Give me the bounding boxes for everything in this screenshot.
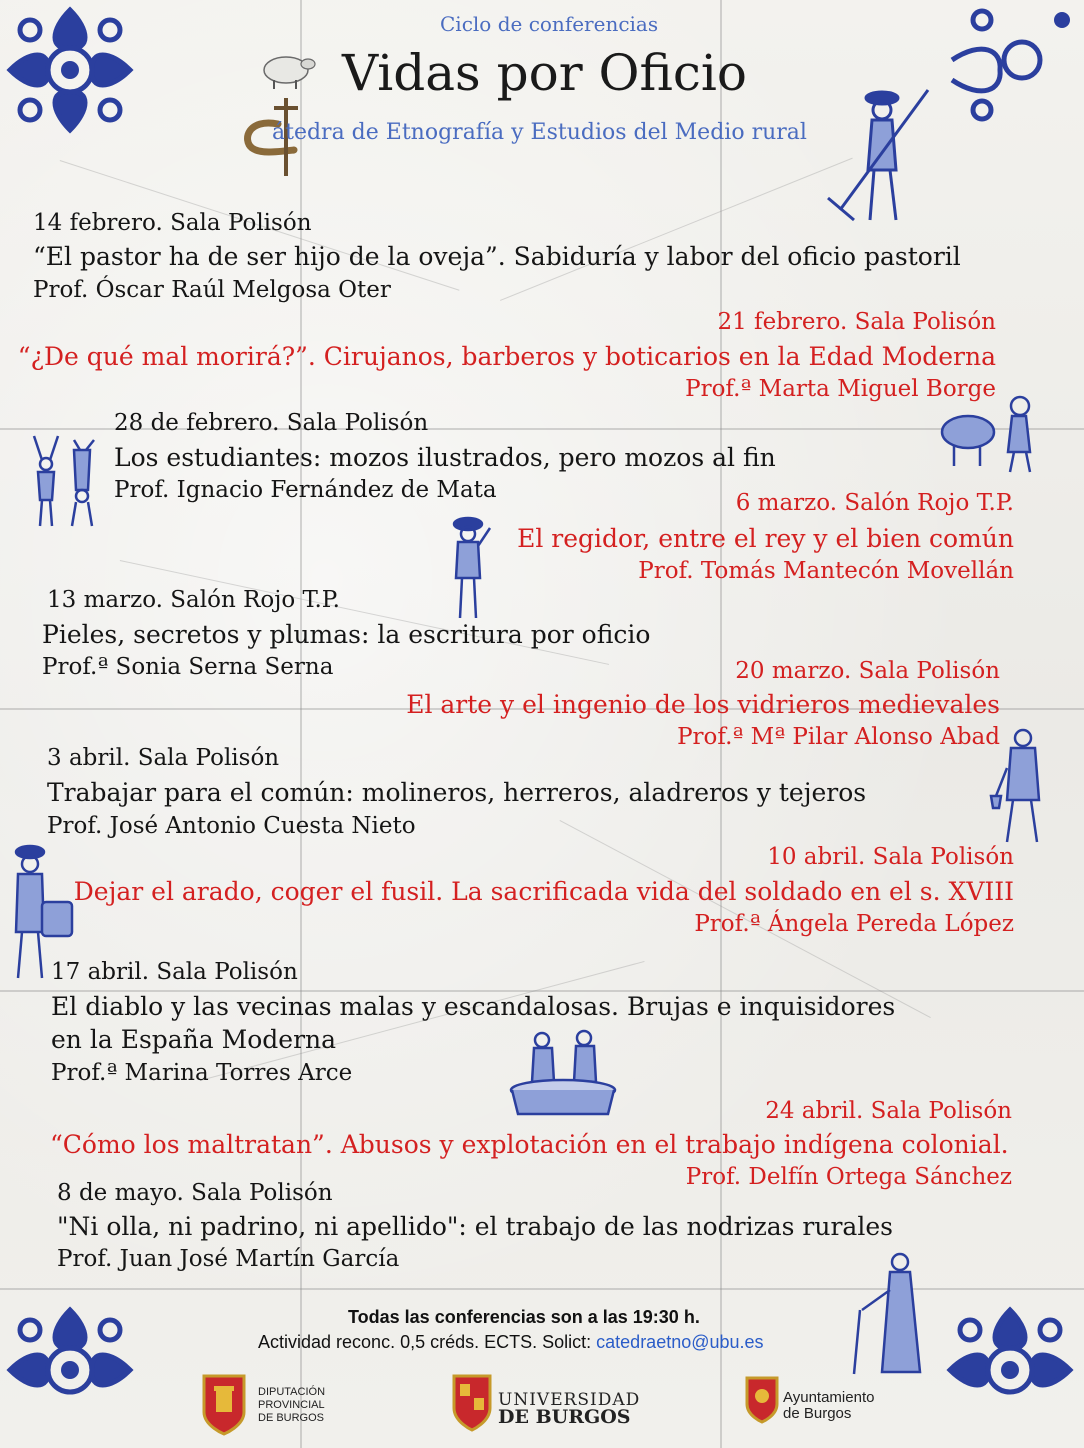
talk-speaker: Prof.ª Marina Torres Arce	[51, 1060, 353, 1086]
farmer-with-rake-figure	[820, 80, 940, 230]
acrobats-figure	[24, 430, 104, 530]
talk-date: 8 de mayo. Sala Polisón	[57, 1180, 333, 1206]
talk-title: Los estudiantes: mozos ilustrados, pero mozos al fin	[114, 443, 776, 472]
talk-title: El diablo y las vecinas malas y escandalosas. Brujas e inquisidores	[51, 992, 896, 1021]
tile-corner-ornament	[0, 0, 150, 150]
talk-date: 20 marzo. Sala Polisón	[735, 658, 1000, 684]
woman-with-broom-figure	[850, 1250, 930, 1380]
universidad-logo-line2: DE BURGOS	[498, 1406, 631, 1428]
universidad-shield-icon	[450, 1370, 494, 1432]
talk-title: “Cómo los maltratan”. Abusos y explotación en el trabajo indígena colonial.	[50, 1130, 1009, 1159]
series-label: Ciclo de conferencias	[440, 12, 659, 36]
talk-title: El regidor, entre el rey y el bien común	[517, 524, 1014, 553]
diputacion-logo-text: DIPUTACIÓN PROVINCIAL DE BURGOS	[258, 1386, 326, 1424]
page-title: Vidas por Oficio	[342, 44, 747, 102]
talk-title: Dejar el arado, coger el fusil. La sacrificada vida del soldado en el s. XVIII	[73, 877, 1014, 906]
talk-title: Pieles, secretos y plumas: la escritura por oficio	[42, 620, 651, 649]
talk-title: en la España Moderna	[51, 1025, 337, 1054]
talk-date: 3 abril. Sala Polisón	[47, 745, 280, 771]
drinker-figure	[440, 512, 500, 624]
tile-corner-ornament	[0, 1290, 150, 1448]
talk-title: “El pastor ha de ser hijo de la oveja”. Sabiduría y labor del oficio pastoril	[33, 242, 961, 271]
talk-speaker: Prof. Tomás Mantecón Movellán	[638, 558, 1014, 584]
talk-date: 28 de febrero. Sala Polisón	[114, 410, 429, 436]
talk-speaker: Prof.ª Ángela Pereda López	[694, 911, 1014, 937]
talk-date: 13 marzo. Salón Rojo T.P.	[47, 587, 340, 613]
tile-corner-ornament	[942, 0, 1084, 130]
talk-date: 21 febrero. Sala Polisón	[717, 309, 996, 335]
talk-date: 6 marzo. Salón Rojo T.P.	[735, 490, 1014, 516]
talk-title: “¿De qué mal morirá?”. Cirujanos, barberos y boticarios en la Edad Moderna	[17, 342, 996, 371]
diputacion-shield-icon	[200, 1372, 248, 1436]
talk-title: Trabajar para el común: molineros, herreros, aladreros y tejeros	[47, 778, 867, 807]
universidad-logo-line1: UNIVERSIDAD	[498, 1390, 641, 1410]
contact-email-link[interactable]: catedraetno@ubu.es	[596, 1332, 764, 1352]
talk-speaker: Prof. Juan José Martín García	[57, 1246, 400, 1272]
talk-speaker: Prof. Delfín Ortega Sánchez	[685, 1164, 1012, 1190]
pig-figure	[938, 380, 1048, 480]
tile-corner-ornament	[930, 1290, 1080, 1448]
talk-speaker: Prof.ª Sonia Serna Serna	[42, 654, 334, 680]
talk-date: 14 febrero. Sala Polisón	[33, 210, 312, 236]
bell-ringer-figure	[985, 724, 1055, 850]
talk-speaker: Prof. Óscar Raúl Melgosa Oter	[33, 277, 391, 303]
ayuntamiento-shield-icon	[744, 1374, 780, 1424]
talk-date: 24 abril. Sala Polisón	[765, 1098, 1012, 1124]
talk-speaker: Prof.ª Marta Miguel Borge	[685, 376, 996, 402]
credits-text: Actividad reconc. 0,5 créds. ECTS. Solict:	[258, 1332, 592, 1352]
credits-note	[258, 1333, 764, 1351]
talk-speaker: Prof.ª Mª Pilar Alonso Abad	[677, 724, 1000, 750]
schedule-note: Todas las conferencias son a las 19:30 h.	[348, 1307, 700, 1327]
page-subtitle: átedra de Etnografía y Estudios del Medio rural	[272, 120, 807, 145]
sheep-icon	[256, 50, 316, 90]
tile-crack	[500, 158, 853, 301]
ayuntamiento-logo-line2: de Burgos	[783, 1405, 852, 1422]
talk-date: 10 abril. Sala Polisón	[767, 844, 1014, 870]
talk-speaker: Prof. Ignacio Fernández de Mata	[114, 477, 497, 503]
grape-treaders-figure	[508, 1026, 618, 1122]
talk-title: El arte y el ingenio de los vidrieros medievales	[406, 690, 1000, 719]
ayuntamiento-logo-line1: Ayuntamiento	[783, 1389, 875, 1406]
talk-speaker: Prof. José Antonio Cuesta Nieto	[47, 813, 416, 839]
talk-date: 17 abril. Sala Polisón	[51, 959, 298, 985]
talk-title: "Ni olla, ni padrino, ni apellido": el trabajo de las nodrizas rurales	[57, 1212, 893, 1241]
